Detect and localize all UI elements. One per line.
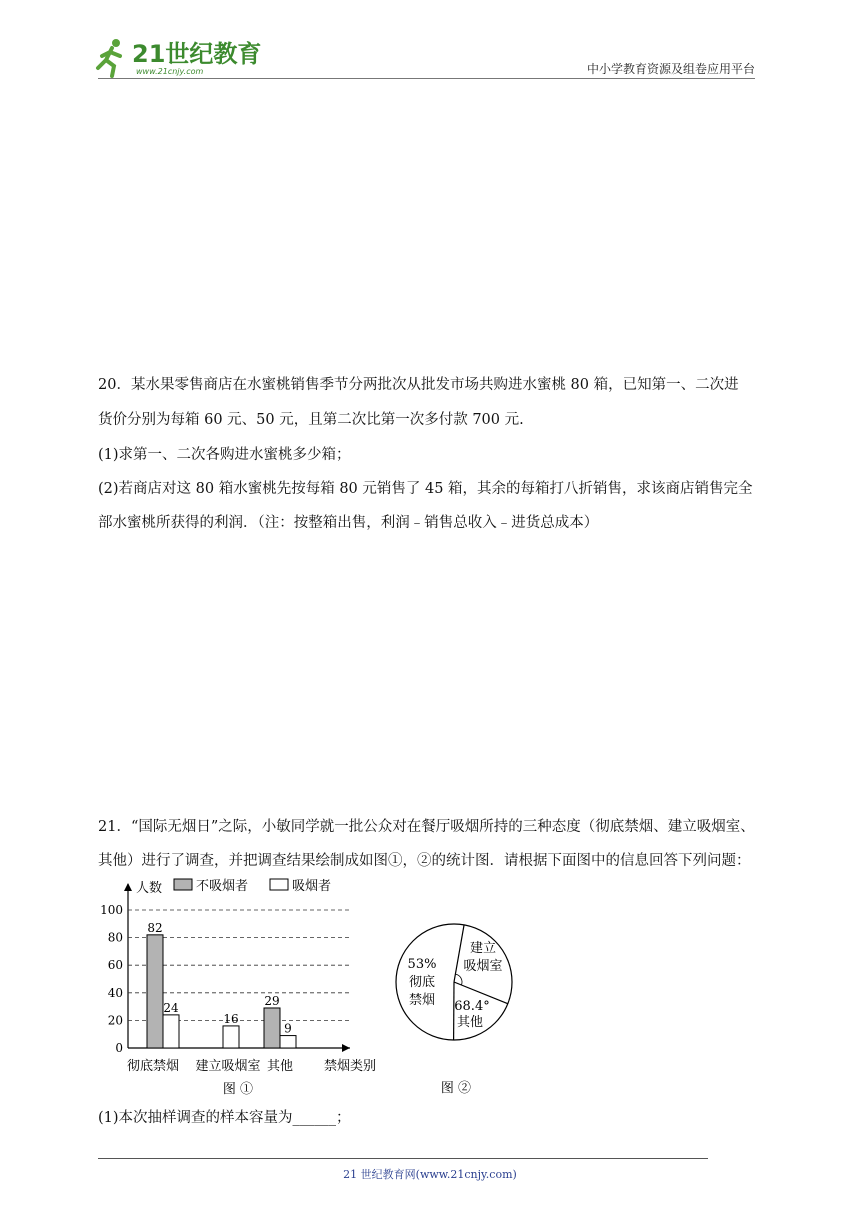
y-axis-arrow-icon	[124, 883, 132, 891]
legend-swatch	[174, 879, 192, 890]
runner-icon	[98, 39, 120, 76]
bar	[147, 935, 163, 1048]
legend-swatch	[270, 879, 288, 890]
y-tick-label: 0	[115, 1041, 123, 1055]
x-axis-label: 禁烟类别	[323, 1059, 377, 1074]
y-tick-label: 80	[107, 930, 123, 945]
header-divider	[98, 78, 755, 79]
bar-value-label: 82	[147, 920, 163, 935]
legend-label: 不吸烟者	[196, 879, 249, 894]
bar-value-label: 16	[223, 1011, 239, 1026]
bar-value-label: 24	[163, 1000, 179, 1015]
y-tick-label: 100	[100, 903, 123, 917]
bar-chart-figure-1	[100, 874, 400, 1104]
x-tick-label: 彻底禁烟	[126, 1059, 180, 1074]
footer-divider	[98, 1158, 708, 1159]
figure-caption: 图 ①	[222, 1082, 254, 1097]
pie-slice-label: 53%	[407, 957, 437, 972]
y-tick-label: 40	[107, 985, 123, 1000]
pie-slice-label: 禁烟	[408, 993, 436, 1008]
y-tick-label: 20	[107, 1013, 123, 1028]
logo-url: www.21cnjy.com	[136, 67, 204, 76]
q21-line1: 21．“国际无烟日”之际，小敏同学就一批公众对在餐厅吸烟所持的三种态度（彻底禁烟、建立吸烟室、	[98, 819, 755, 835]
q21-part1: (1)本次抽样调查的样本容量为______；	[98, 1110, 351, 1126]
header-platform-text: 中小学教育资源及组卷应用平台	[586, 62, 755, 76]
pie-slice-label: 彻底	[408, 975, 436, 990]
q21-line2: 其他）进行了调查，并把调查结果绘制成如图①，②的统计图．请根据下面图中的信息回答下列问题：	[98, 853, 751, 869]
logo-text: 21世纪教育	[132, 40, 262, 68]
x-tick-label: 建立吸烟室	[195, 1059, 261, 1074]
pie-chart-figure-2	[390, 910, 530, 1100]
x-axis-arrow-icon	[342, 1044, 350, 1052]
pie-slice-label: 建立	[469, 941, 497, 956]
bar	[163, 1015, 179, 1048]
figure-caption: 图 ②	[440, 1081, 472, 1096]
q20-part2-line2: 部水蜜桃所获得的利润．（注：按整箱出售，利润﹣销售总收入﹣进货总成本）	[98, 515, 599, 531]
y-tick-label: 60	[107, 958, 123, 973]
bar	[280, 1036, 296, 1048]
pie-slice-label: 其他	[456, 1015, 484, 1030]
q20-part1: (1)求第一、二次各购进水蜜桃多少箱；	[98, 447, 351, 463]
bar-value-label: 29	[264, 993, 280, 1008]
bar	[223, 1026, 239, 1048]
pie-slice-label: 68.4°	[454, 999, 490, 1014]
q20-line1: 20．某水果零售商店在水蜜桃销售季节分两批次从批发市场共购进水蜜桃 80 箱，已知第一、二次进	[98, 377, 739, 393]
x-tick-label: 其他	[266, 1059, 294, 1074]
q20-part2-line1: (2)若商店对这 80 箱水蜜桃先按每箱 80 元销售了 45 箱，其余的每箱打八折销售，求该商店销售完全	[98, 481, 753, 497]
site-logo	[92, 34, 262, 78]
y-axis-label: 人数	[136, 881, 163, 896]
bar	[264, 1008, 280, 1048]
legend-label: 吸烟者	[292, 879, 332, 894]
q20-line2: 货价分别为每箱 60 元、50 元，且第二次比第一次多付款 700 元.	[98, 412, 524, 428]
bar-value-label: 9	[284, 1021, 292, 1036]
pie-slice-label: 吸烟室	[463, 959, 503, 974]
footer-text: 21 世纪教育网(www.21cnjy.com)	[343, 1168, 517, 1181]
